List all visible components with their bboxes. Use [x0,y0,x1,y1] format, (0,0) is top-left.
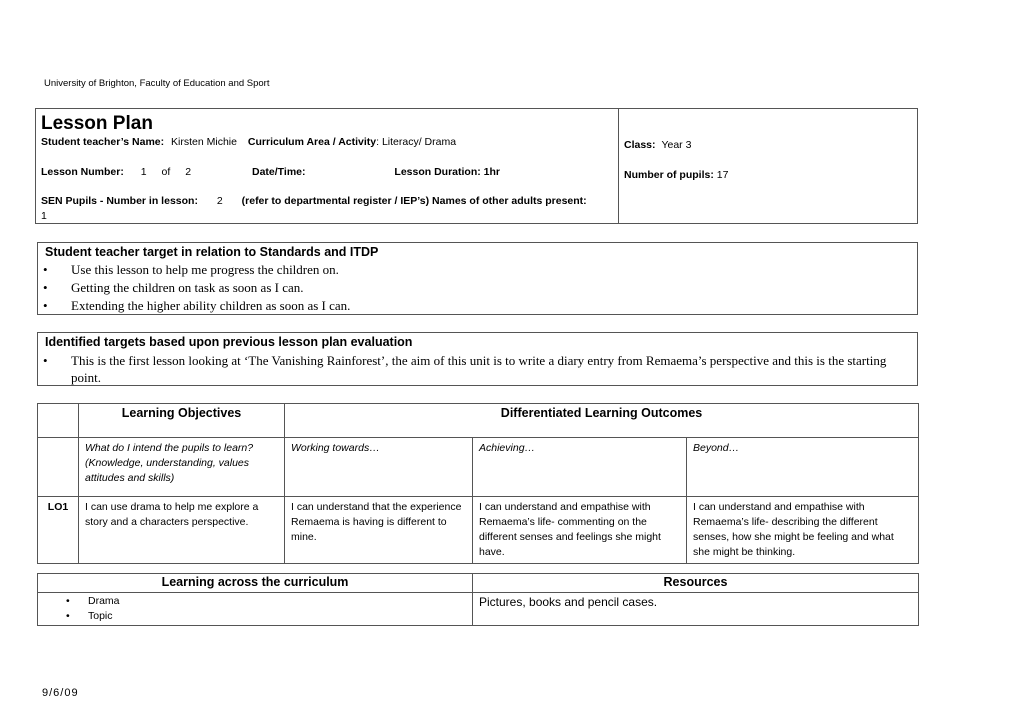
list-item: • This is the first lesson looking at ‘The Vanishing Rainforest’, the aim of this unit is to write a diary entry from Remaema’s perspective and this is the starting point. [43,353,887,385]
lesson-total: 2 [185,166,192,178]
area-label: Curriculum Area [247,136,330,148]
institution-header: University of Brighton, Faculty of Education and Sport [44,78,270,89]
sen-count: 2 [216,195,223,207]
sen-label: SEN Pupils - Number in lesson: [41,195,198,207]
previous-targets-heading: Identified targets based upon previous lesson plan evaluation [45,335,413,349]
pupils-row [624,169,728,181]
beyond-header: Beyond… [687,438,919,497]
table-row [38,497,919,564]
pupils-label: Number of pupils: [624,169,714,181]
lesson-number: 1 [140,166,147,178]
objective-text: I can use drama to help me explore a story and a characters perspective. [79,497,285,564]
sen-row [41,195,587,207]
duration-label: Lesson Duration: 1hr [394,166,501,178]
teacher-label: Student teacher’s Name: [41,136,165,148]
table-corner-cell [38,404,79,438]
working-towards-header: Working towards… [285,438,473,497]
register-label: (refer to departmental register / IEP’s) Names of other adults present: [241,195,587,207]
lesson-number-row [41,166,500,178]
area-value: : Literacy/ Drama [376,136,457,148]
lesson-number-label: Lesson Number: [41,166,124,178]
learning-items-cell [38,593,473,626]
lesson-plan-box [35,108,918,224]
teacher-row: Student teacher’s Name: Kirsten Michie Curriculum Area / Activity: Literacy/ Drama [41,136,457,148]
achieving-text: I can understand and empathise with Remaema’s life- commenting on the different senses and feelings she might have. [473,497,687,564]
beyond-text: I can understand and empathise with Remaema’s life- describing the different senses, how she might be feeling and what she might be thinking. [687,497,919,564]
achieving-header: Achieving… [473,438,687,497]
working-towards-text: I can understand that the experience Remaema is having is different to mine. [285,497,473,564]
lesson-plan-divider [618,109,619,223]
standards-target-heading: Student teacher target in relation to Standards and ITDP [45,245,379,259]
class-label: Class: [624,139,656,151]
of-label: of [161,166,171,178]
outcomes-header: Differentiated Learning Outcomes [285,404,919,438]
list-item: • Use this lesson to help me progress the children on. [43,262,339,277]
resources-header: Resources [473,574,919,593]
objective-id: LO1 [38,497,79,564]
standards-target-box [37,242,918,315]
list-item: • Extending the higher ability children as soon as I can. [43,298,351,313]
datetime-label: Date/Time: [252,166,306,178]
table-blank-cell [38,438,79,497]
class-row [624,139,691,151]
learning-across-header: Learning across the curriculum [38,574,473,593]
objectives-table [37,403,919,564]
list-item: • Drama [88,594,466,609]
pupils-value: 17 [716,169,729,181]
previous-targets-box [37,332,918,386]
lesson-plan-title: Lesson Plan [41,113,153,134]
curriculum-table [37,573,919,626]
activity-label: Activity [338,136,377,148]
footer-date: 9/6/09 [42,687,79,699]
resources-value: Pictures, books and pencil cases. [473,593,919,626]
sub-question: What do I intend the pupils to learn? (Knowledge, understanding, values attitudes and skills) [79,438,285,497]
class-value: Year 3 [661,139,692,151]
list-item: • Topic [88,609,466,624]
learning-objectives-header: Learning Objectives [79,404,285,438]
teacher-name: Kirsten Michie [171,136,237,148]
list-item: • Getting the children on task as soon as I can. [43,280,304,295]
adults-present: 1 [41,210,47,222]
